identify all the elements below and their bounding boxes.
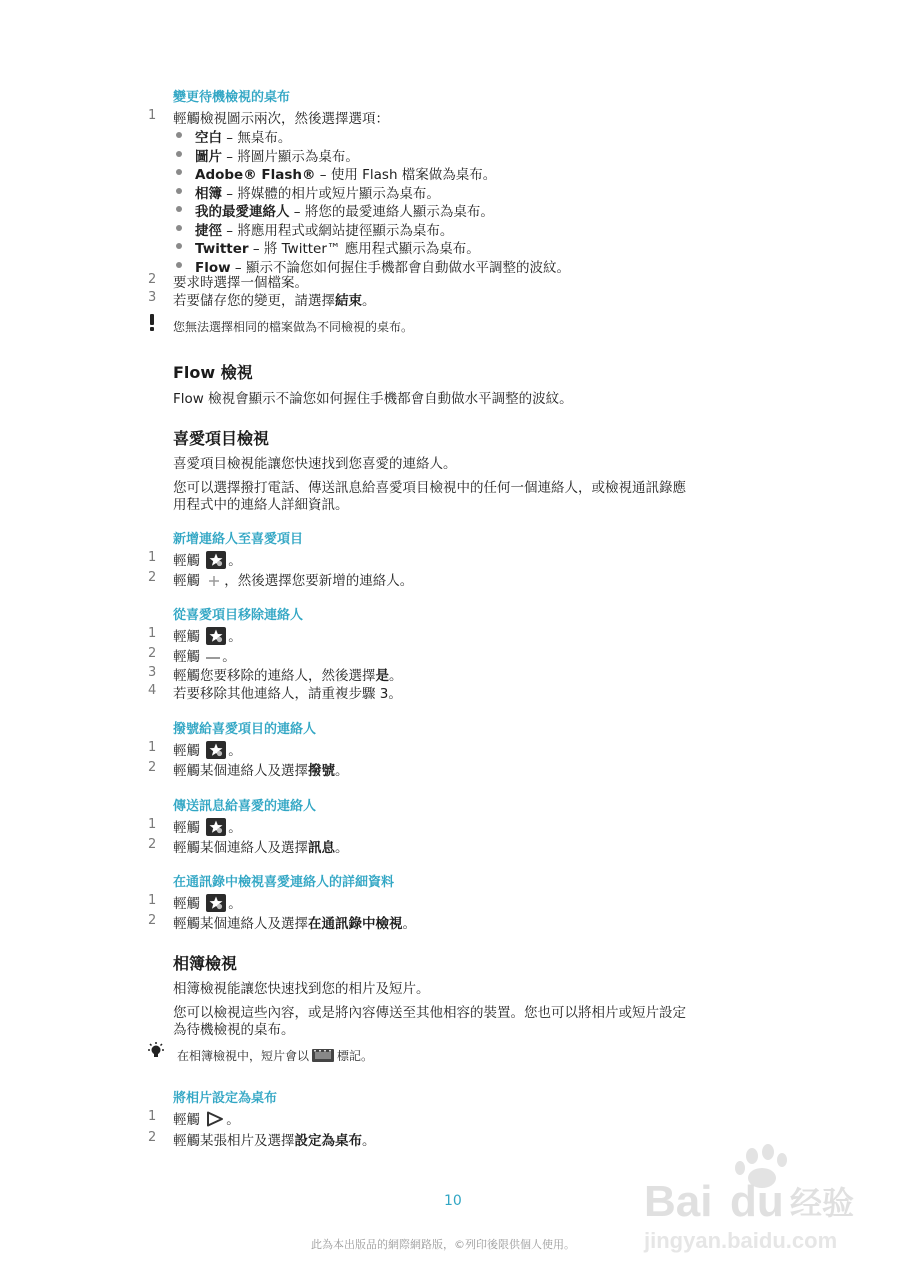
paragraph-line: 用程式中的連絡人詳細資訊。	[173, 497, 349, 513]
section-heading-flow: Flow 檢視	[173, 363, 253, 382]
step-text: 輕觸某個連絡人及選擇撥號。	[173, 763, 349, 779]
wallpaper-option-item	[195, 200, 494, 220]
baidu-watermark-logo	[640, 1144, 880, 1264]
paragraph: 喜愛項目檢視能讓您快速找到您喜愛的連絡人。	[173, 456, 457, 472]
lightbulb-icon	[146, 1042, 166, 1064]
option-term: Twitter	[195, 241, 249, 257]
wallpaper-option-item	[195, 182, 440, 202]
step-text: 輕觸 。	[173, 743, 242, 759]
option-description: – 將 Twitter™ 應用程式顯示為桌布。	[248, 241, 480, 257]
note-text: 您無法選擇相同的檔案做為不同檢視的桌布。	[173, 320, 414, 334]
step-number: 4	[148, 683, 157, 698]
option-description: – 將圖片顯示為桌布。	[222, 149, 359, 165]
page-footer: 此為本出版品的網際網路版，©列印後限供個人使用。	[311, 1238, 575, 1251]
bullet-dot	[176, 206, 182, 212]
step-number: 2	[148, 913, 157, 928]
warning-icon	[148, 314, 156, 336]
svg-text:jingyan.baidu.com: jingyan.baidu.com	[644, 1228, 838, 1253]
tip-text: 在相簿檢視中，短片會以 標記。	[177, 1049, 374, 1063]
step-number: 1	[148, 1109, 157, 1124]
paragraph-line: 為待機檢視的桌布。	[173, 1022, 295, 1038]
remove-minus-icon	[205, 650, 221, 660]
step-text: 輕觸 。	[173, 649, 236, 665]
paragraph: Flow 檢視會顯示不論您如何握住手機都會自動做水平調整的波紋。	[173, 391, 573, 407]
step-number: 1	[148, 817, 157, 832]
step-text: 若要儲存您的變更，請選擇結束。	[173, 293, 376, 309]
paragraph-line: 您可以檢視這些內容，或是將內容傳送至其他相容的裝置。您也可以將相片或短片設定	[173, 1005, 686, 1021]
step-number: 2	[148, 272, 157, 287]
section-heading-album: 相簿檢視	[173, 954, 238, 973]
favorites-star-icon	[206, 551, 226, 569]
bullet-dot	[176, 151, 182, 157]
bullet-dot	[176, 243, 182, 249]
page-number: 10	[444, 1193, 462, 1209]
section-heading-set-wallpaper: 將相片設定為桌布	[173, 1091, 278, 1106]
option-term: Adobe® Flash®	[195, 167, 316, 183]
bullet-dot	[176, 188, 182, 194]
step-text: 輕觸 。	[173, 553, 242, 569]
step-text: 若要移除其他連絡人，請重複步驟 3。	[173, 686, 402, 702]
step-text: 輕觸某個連絡人及選擇訊息。	[173, 840, 349, 856]
section-heading-message-favorite: 傳送訊息給喜愛的連絡人	[173, 799, 317, 814]
step-number: 1	[148, 893, 157, 908]
bullet-dot	[176, 262, 182, 268]
step-number: 2	[148, 837, 157, 852]
option-description: – 將您的最愛連絡人顯示為桌布。	[289, 204, 494, 220]
wallpaper-option-item	[195, 145, 359, 165]
step-number: 2	[148, 1130, 157, 1145]
favorites-star-icon	[206, 818, 226, 836]
option-term: 我的最愛連絡人	[195, 204, 290, 220]
step-text: 輕觸某張相片及選擇設定為桌布。	[173, 1133, 376, 1149]
step-number: 1	[148, 740, 157, 755]
step-number: 1	[148, 108, 157, 123]
video-film-icon	[312, 1049, 334, 1062]
play-icon	[206, 1111, 224, 1127]
step-text: 輕觸檢視圖示兩次，然後選擇選項：	[173, 111, 389, 127]
bullet-dot	[176, 225, 182, 231]
wallpaper-option-item	[195, 126, 291, 146]
option-term: Flow	[195, 260, 231, 276]
step-text: 輕觸 ，然後選擇您要新增的連絡人。	[173, 573, 414, 589]
step-number: 2	[148, 570, 157, 585]
section-heading-favorites: 喜愛項目檢視	[173, 429, 270, 448]
wallpaper-option-item	[195, 219, 453, 239]
section-heading-add-favorite: 新增連絡人至喜愛項目	[173, 532, 304, 547]
paragraph-line: 您可以選擇撥打電話、傳送訊息給喜愛項目檢視中的任何一個連絡人，或檢視通訊錄應	[173, 480, 686, 496]
step-number: 2	[148, 646, 157, 661]
option-term: 相簿	[195, 186, 222, 202]
step-number: 2	[148, 760, 157, 775]
option-description: – 使用 Flash 檔案做為桌布。	[315, 167, 497, 183]
step-number: 3	[148, 290, 157, 305]
step-text: 輕觸 。	[173, 1112, 240, 1128]
step-text: 輕觸 。	[173, 820, 242, 836]
step-number: 3	[148, 665, 157, 680]
option-term: 空白	[195, 130, 222, 146]
add-plus-icon	[207, 575, 221, 587]
svg-text:经验: 经验	[790, 1184, 855, 1222]
section-heading-dial-favorite: 撥號給喜愛項目的連絡人	[173, 722, 317, 737]
step-number: 1	[148, 550, 157, 565]
bullet-dot	[176, 169, 182, 175]
wallpaper-option-item	[195, 163, 496, 183]
favorites-star-icon	[206, 894, 226, 912]
section-heading-view-details: 在通訊錄中檢視喜愛連絡人的詳細資料	[173, 875, 395, 890]
wallpaper-option-item	[195, 237, 480, 257]
step-number: 1	[148, 626, 157, 641]
step-text: 輕觸 。	[173, 896, 242, 912]
step-text: 輕觸某個連絡人及選擇在通訊錄中檢視。	[173, 916, 416, 932]
option-description: – 顯示不論您如何握住手機都會自動做水平調整的波紋。	[230, 260, 570, 276]
step-text: 輕觸您要移除的連絡人，然後選擇是。	[173, 668, 403, 684]
section-heading-remove-favorite: 從喜愛項目移除連絡人	[173, 608, 304, 623]
option-description: – 將媒體的相片或短片顯示為桌布。	[222, 186, 440, 202]
paragraph: 相簿檢視能讓您快速找到您的相片及短片。	[173, 981, 430, 997]
step-text: 輕觸 。	[173, 629, 242, 645]
bullet-dot	[176, 132, 182, 138]
option-term: 圖片	[195, 149, 222, 165]
step-text: 要求時選擇一個檔案。	[173, 275, 308, 291]
option-description: – 無桌布。	[222, 130, 292, 146]
option-description: – 將應用程式或網站捷徑顯示為桌布。	[222, 223, 454, 239]
svg-text:Bai: Bai	[644, 1177, 713, 1226]
svg-text:du: du	[730, 1177, 784, 1226]
favorites-star-icon	[206, 741, 226, 759]
favorites-star-icon	[206, 627, 226, 645]
section-heading-wallpaper: 變更待機檢視的桌布	[173, 90, 291, 105]
option-term: 捷徑	[195, 223, 222, 239]
